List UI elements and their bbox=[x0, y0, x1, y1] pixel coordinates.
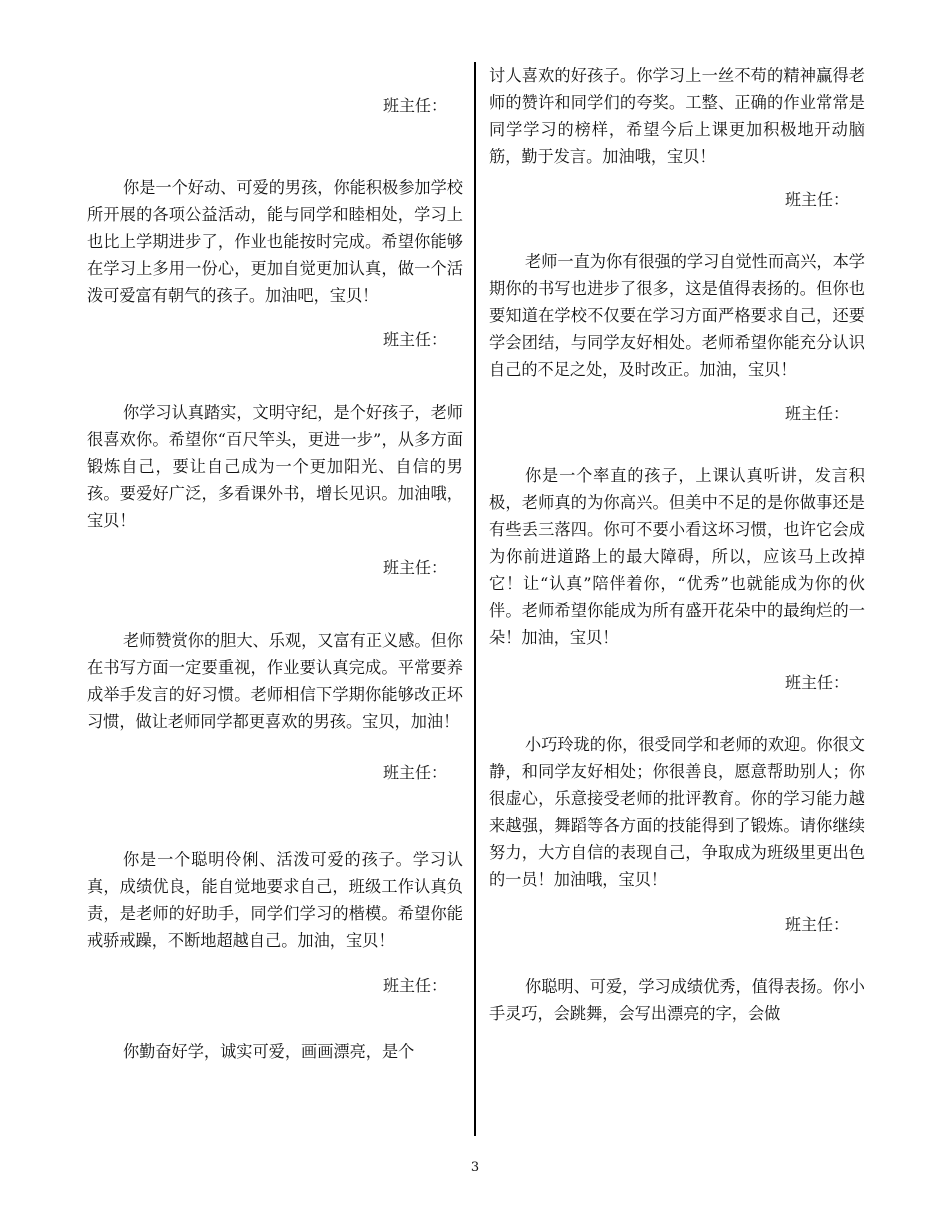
teacher-signature: 班主任： bbox=[382, 330, 447, 349]
teacher-signature: 班主任： bbox=[382, 96, 447, 115]
teacher-signature: 班主任： bbox=[784, 915, 849, 934]
comment-paragraph: 老师赞赏你的胆大、乐观，又富有正义感。但你在书写方面一定要重视，作业要认真完成。平常要养成举手发言的好习惯。老师相信下学期你能够改正坏习惯，做让老师同学都更喜欢的男孩。宝贝，加油！ bbox=[87, 631, 463, 731]
teacher-signature: 班主任： bbox=[382, 558, 447, 577]
comment-paragraph: 你是一个聪明伶俐、活泼可爱的孩子。学习认真，成绩优良，能自觉地要求自己，班级工作认真负责，是老师的好助手，同学们学习的楷模。希望你能戒骄戒躁，不断地超越自己。加油，宝贝！ bbox=[87, 850, 463, 950]
right-column bbox=[489, 62, 865, 1027]
teacher-signature: 班主任： bbox=[382, 976, 447, 995]
teacher-signature: 班主任： bbox=[382, 763, 447, 782]
teacher-signature: 班主任： bbox=[784, 190, 849, 209]
comment-paragraph: 老师一直为你有很强的学习自觉性而高兴，本学期你的书写也进步了很多，这是值得表扬的。但你也要知道在学校不仅要在学习方面严格要求自己，还要学会团结，与同学友好相处。老师希望你能充分认识自己的不足之处，及时改正。加油，宝贝！ bbox=[489, 252, 865, 379]
comment-paragraph: 讨人喜欢的好孩子。你学习上一丝不苟的精神赢得老师的赞许和同学们的夸奖。工整、正确的作业常常是同学学习的榜样，希望今后上课更加积极地开动脑筋，勤于发言。加油哦，宝贝！ bbox=[489, 66, 865, 166]
page-number: 3 bbox=[470, 1160, 480, 1175]
teacher-signature: 班主任： bbox=[784, 673, 849, 692]
comment-paragraph: 你是一个好动、可爱的男孩，你能积极参加学校所开展的各项公益活动，能与同学和睦相处，学习上也比上学期进步了，作业也能按时完成。希望你能够在学习上多用一份心，更加自觉更加认真，做一个活泼可爱富有朝气的孩子。加油吧，宝贝！ bbox=[87, 178, 463, 305]
teacher-signature: 班主任： bbox=[784, 404, 849, 423]
comment-paragraph: 小巧玲珑的你，很受同学和老师的欢迎。你很文静，和同学友好相处；你很善良，愿意帮助别人；你很虚心，乐意接受老师的批评教育。你的学习能力越来越强，舞蹈等各方面的技能得到了锻炼。请你继续努力，大方自信的表现自己，争取成为班级里更出色的一员！加油哦，宝贝！ bbox=[489, 735, 865, 889]
column-divider bbox=[474, 62, 476, 1136]
comment-paragraph: 你学习认真踏实，文明守纪，是个好孩子，老师很喜欢你。希望你“百尺竿头，更进一步”，从多方面锻炼自己，要让自己成为一个更加阳光、自信的男孩。要爱好广泛，多看课外书，增长见识。加油哦，宝贝！ bbox=[87, 403, 463, 530]
comment-paragraph: 你聪明、可爱，学习成绩优秀，值得表扬。你小手灵巧，会跳舞，会写出漂亮的字，会做 bbox=[489, 977, 865, 1023]
comment-paragraph: 你勤奋好学，诚实可爱，画画漂亮，是个 bbox=[123, 1042, 415, 1061]
comment-paragraph: 你是一个率直的孩子，上课认真听讲，发言积极，老师真的为你高兴。但美中不足的是你做事还是有些丢三落四。你可不要小看这坏习惯，也许它会成为你前进道路上的最大障碍，所以，应该马上改掉它！让“认真”陪伴着你，“优秀”也就能成为你的伙伴。老师希望你能成为所有盛开花朵中的最绚烂的一朵！加油，宝贝！ bbox=[489, 466, 865, 647]
left-column bbox=[87, 62, 463, 1065]
